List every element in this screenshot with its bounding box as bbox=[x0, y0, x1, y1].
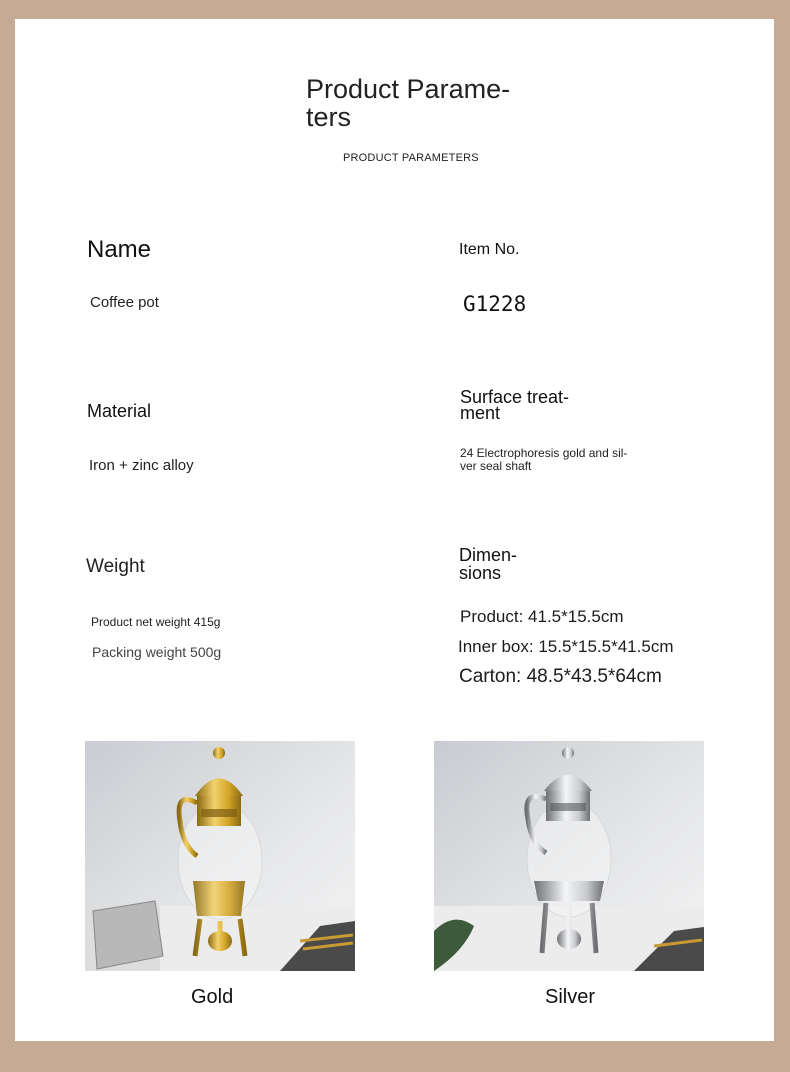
silver-coffee-pot-photo bbox=[434, 741, 704, 971]
dimensions-carton: Carton: 48.5*43.5*64cm bbox=[459, 666, 662, 687]
gold-coffee-pot-photo bbox=[85, 741, 355, 971]
page-title: Product Parame- ters bbox=[306, 74, 511, 132]
page-subtitle: PRODUCT PARAMETERS bbox=[343, 152, 479, 164]
weight-packing-value: Packing weight 500g bbox=[92, 644, 222, 660]
surface-treatment-value: 24 Electrophoresis gold and sil- ver seal shaft bbox=[460, 446, 628, 473]
silver-caption: Silver bbox=[545, 986, 596, 1008]
weight-net-value: Product net weight 415g bbox=[91, 615, 221, 629]
item-no-value: G1228 bbox=[463, 292, 527, 316]
name-value: Coffee pot bbox=[90, 294, 159, 311]
weight-label: Weight bbox=[86, 556, 145, 577]
dimensions-product: Product: 41.5*15.5cm bbox=[460, 607, 624, 626]
dimensions-inner-box: Inner box: 15.5*15.5*41.5cm bbox=[458, 637, 674, 656]
material-value: Iron + zinc alloy bbox=[89, 457, 194, 474]
gold-caption: Gold bbox=[191, 986, 234, 1008]
name-label: Name bbox=[87, 236, 152, 263]
surface-treatment-label: Surface treat- ment bbox=[460, 387, 570, 423]
item-no-label: Item No. bbox=[459, 241, 520, 258]
product-parameters-card bbox=[15, 19, 774, 1041]
dimensions-label: Dimen- sions bbox=[459, 545, 518, 583]
material-label: Material bbox=[87, 401, 152, 421]
